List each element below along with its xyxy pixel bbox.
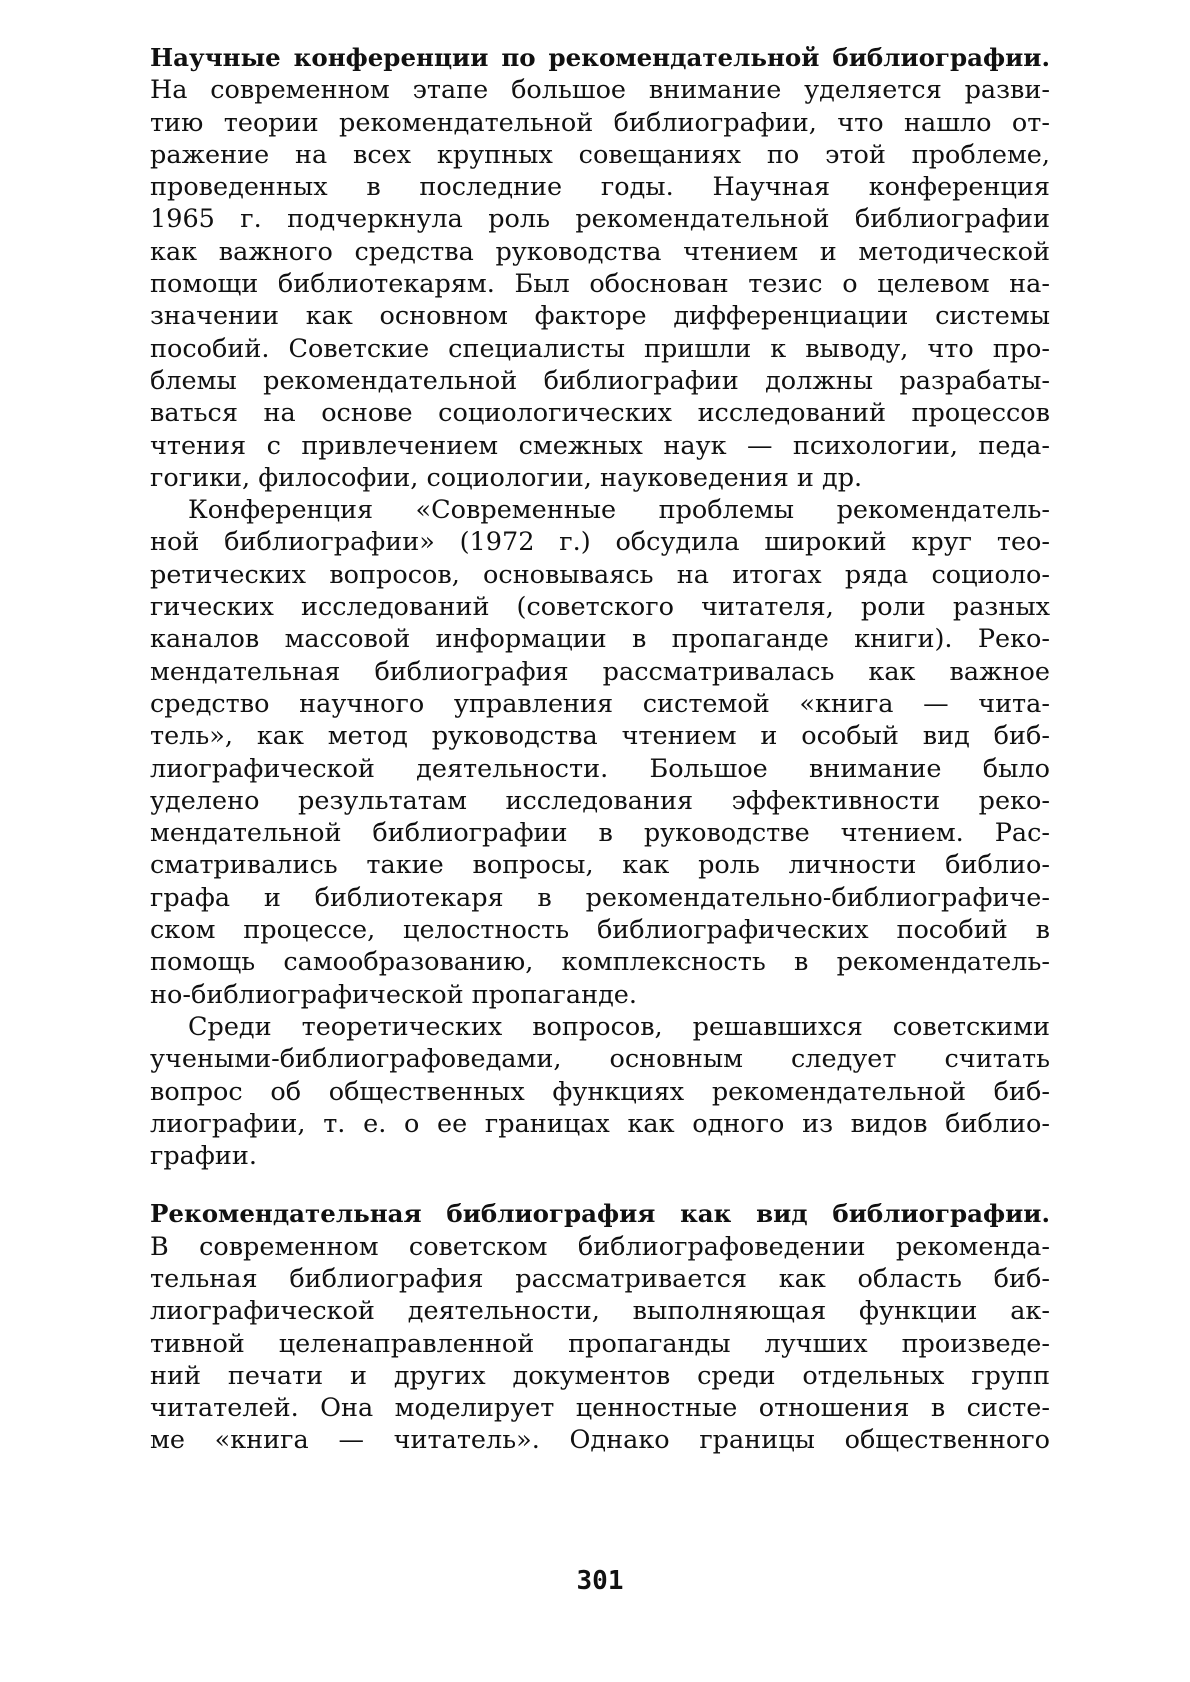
text-line: но-библиографической пропаганде. xyxy=(150,979,638,1010)
text-line: как важного средства руководства чтением и методической xyxy=(150,236,1050,267)
text-line: лиографии, т. е. о ее границах как одного из видов библио- xyxy=(150,1108,1050,1139)
text-line: тель», как метод руководства чтением и особый вид биб- xyxy=(150,721,1050,752)
text-line: ретических вопросов, основываясь на итогах ряда социоло- xyxy=(150,559,1050,590)
text-line: графии. xyxy=(150,1141,257,1172)
text-line: тельная библиография рассматривается как область биб- xyxy=(150,1263,1050,1294)
text-line: лиографической деятельности, выполняющая функции ак- xyxy=(150,1296,1050,1327)
text-line: ной библиографии» (1972 г.) обсудила широкий круг тео- xyxy=(150,527,1050,558)
text-line: средство научного управления системой «книга — чита- xyxy=(150,688,1050,719)
section-spacer xyxy=(150,1172,1050,1198)
text-line: графа и библиотекаря в рекомендательно-библиографиче- xyxy=(150,882,1050,913)
text-line: учеными-библиографоведами, основным следует считать xyxy=(150,1044,1050,1075)
text-line: Среди теоретических вопросов, решавшихся советскими xyxy=(188,1011,1050,1042)
text-line: Конференция «Современные проблемы рекомендатель- xyxy=(188,495,1050,526)
text-line: тивной целенаправленной пропаганды лучших произведе- xyxy=(150,1328,1050,1359)
text-line: уделено результатам исследования эффективности реко- xyxy=(150,785,1050,816)
text-line: чтения с привлечением смежных наук — психологии, педа- xyxy=(150,430,1050,461)
text-line: помощь самообразованию, комплексность в рекомендатель- xyxy=(150,947,1050,978)
text-line: пособий. Советские специалисты пришли к выводу, что про- xyxy=(150,333,1050,364)
text-line: В современном советском библиографоведении рекоменда- xyxy=(150,1231,1050,1262)
text-line: лиографической деятельности. Большое внимание было xyxy=(150,753,1050,784)
text-line: проведенных в последние годы. Научная конференция xyxy=(150,172,1050,203)
text-line: ме «книга — читатель». Однако границы общественного xyxy=(150,1425,1050,1456)
section-heading-recommendatory-bibliography: Рекомендательная библиография как вид библиографии. xyxy=(150,1199,1050,1229)
text-line: мендательной библиографии в руководстве чтением. Рас- xyxy=(150,818,1050,849)
page-number: 301 xyxy=(576,1566,624,1596)
text-line: значении как основном факторе дифференциации системы xyxy=(150,301,1050,332)
text-line: помощи библиотекарям. Был обоснован тезис о целевом на- xyxy=(150,269,1050,300)
text-line: гических исследований (советского читателя, роли разных xyxy=(150,592,1050,623)
text-line: блемы рекомендательной библиографии должны разрабаты- xyxy=(150,365,1050,396)
text-line: 1965 г. подчеркнула роль рекомендательной библиографии xyxy=(150,204,1050,235)
text-line: ваться на основе социологических исследований процессов xyxy=(150,398,1050,429)
text-line: тию теории рекомендательной библиографии, что нашло от- xyxy=(150,107,1050,138)
text-line: сматривались такие вопросы, как роль личности библио- xyxy=(150,850,1050,881)
paragraph-conference-1972 xyxy=(150,494,1050,1011)
text-line: каналов массовой информации в пропаганде книги). Реко- xyxy=(150,624,1050,655)
text-line: гогики, философии, социологии, науковедения и др. xyxy=(150,462,863,493)
paragraph-recommendatory-definition xyxy=(150,1231,1050,1457)
text-line: мендательная библиография рассматривалась как важное xyxy=(150,656,1050,687)
text-line: На современном этапе большое внимание уделяется разви- xyxy=(150,75,1050,106)
text-line: ражение на всех крупных совещаниях по этой проблеме, xyxy=(150,139,1050,170)
text-line: ском процессе, целостность библиографических пособий в xyxy=(150,915,1050,946)
paragraph-theoretical-questions xyxy=(150,1011,1050,1172)
text-line: читателей. Она моделирует ценностные отношения в систе- xyxy=(150,1393,1050,1424)
section-heading-conferences: Научные конференции по рекомендательной библиографии. xyxy=(150,43,1050,72)
paragraph-conferences-intro xyxy=(150,74,1050,494)
text-line: ний печати и других документов среди отдельных групп xyxy=(150,1360,1050,1391)
book-page xyxy=(150,42,1050,1642)
text-line: вопрос об общественных функциях рекомендательной биб- xyxy=(150,1076,1050,1107)
